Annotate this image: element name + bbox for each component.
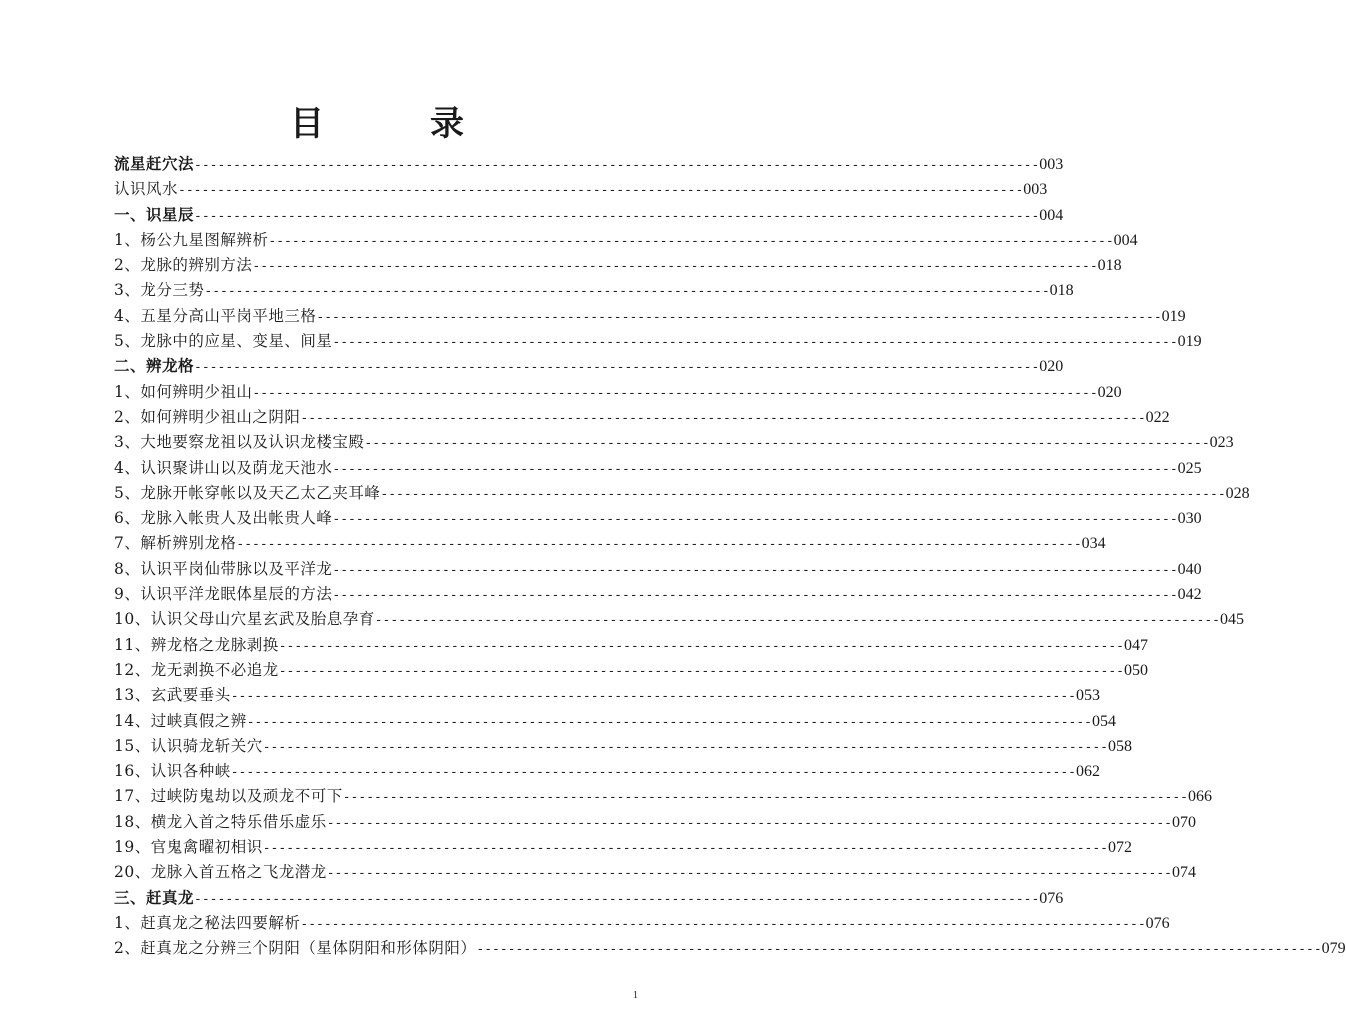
toc-entry-label: 10、认识父母山穴星玄武及胎息孕育 <box>114 610 375 629</box>
toc-entry-page: 074 <box>1172 864 1197 882</box>
toc-entry <box>114 936 1346 961</box>
toc-leader-dashes: ------------------------------------------------------------------------------------------------------------ <box>364 436 1210 452</box>
toc-entry-page: 066 <box>1188 788 1213 806</box>
toc-leader-dashes: ------------------------------------------------------------------------------------------------------------ <box>476 942 1322 958</box>
toc-entry-page: 022 <box>1145 408 1170 426</box>
toc-entry-page: 076 <box>1145 914 1170 932</box>
toc-leader-dashes: ------------------------------------------------------------------------------------------------------------ <box>252 259 1098 275</box>
toc-leader-dashes: ------------------------------------------------------------------------------------------------------------ <box>262 739 1109 755</box>
toc-entry <box>114 557 1202 582</box>
toc-section-heading <box>114 152 1064 177</box>
toc-entry <box>114 329 1202 354</box>
toc-entry <box>114 304 1186 329</box>
toc-entry <box>114 709 1117 734</box>
page-number: 1 <box>633 990 638 1001</box>
toc-entry <box>114 607 1245 632</box>
toc-entry-label: 12、龙无剥换不必追龙 <box>114 660 279 679</box>
toc-entry-page: 003 <box>1023 181 1048 199</box>
toc-leader-dashes: ------------------------------------------------------------------------------------------------------------ <box>332 588 1178 604</box>
toc-entry-label: 6、龙脉入帐贵人及出帐贵人峰 <box>114 509 333 528</box>
toc-entry <box>114 405 1170 430</box>
toc-leader-dashes: ------------------------------------------------------------------------------------------------------------ <box>268 233 1114 249</box>
toc-entry-label: 二、辨龙格 <box>114 357 195 376</box>
toc-leader-dashes: ------------------------------------------------------------------------------------------------------------ <box>278 638 1125 654</box>
toc-entry-label: 7、解析辨别龙格 <box>114 534 237 553</box>
toc-leader-dashes: ------------------------------------------------------------------------------------------------------------ <box>262 841 1109 857</box>
toc-entry-label: 1、杨公九星图解辨析 <box>114 230 269 249</box>
toc-entry-page: 019 <box>1177 333 1202 351</box>
toc-entry-page: 018 <box>1097 257 1122 275</box>
toc-entry <box>114 456 1202 481</box>
toc-entry-page: 045 <box>1220 611 1245 629</box>
toc-entry <box>114 481 1250 506</box>
toc-entry <box>114 253 1122 278</box>
toc-leader-dashes: ------------------------------------------------------------------------------------------------------------ <box>380 486 1226 502</box>
toc-entry-label: 19、官鬼禽曜初相识 <box>114 838 263 857</box>
toc-leader-dashes: ------------------------------------------------------------------------------------------------------------ <box>178 183 1024 199</box>
toc-entry-label: 15、认识骑龙斩关穴 <box>114 736 263 755</box>
toc-entry-label: 9、认识平洋龙眠体星辰的方法 <box>114 585 333 604</box>
toc-leader-dashes: ------------------------------------------------------------------------------------------------------------ <box>278 663 1125 679</box>
toc-leader-dashes: ------------------------------------------------------------------------------------------------------------ <box>316 309 1162 325</box>
toc-entry-page: 004 <box>1113 231 1138 249</box>
toc-leader-dashes: ------------------------------------------------------------------------------------------------------------ <box>300 410 1146 426</box>
toc-entry-label: 5、龙脉开帐穿帐以及天乙太乙夹耳峰 <box>114 483 381 502</box>
toc-leader-dashes: ------------------------------------------------------------------------------------------------------------ <box>342 790 1189 806</box>
toc-leader-dashes: ------------------------------------------------------------------------------------------------------------ <box>194 208 1040 224</box>
toc-entry-page: 034 <box>1081 535 1106 553</box>
toc-entry-label: 认识风水 <box>114 180 179 199</box>
toc-entry <box>114 278 1074 303</box>
toc-leader-dashes: ------------------------------------------------------------------------------------------------------------ <box>236 537 1082 553</box>
toc-entry-page: 053 <box>1076 687 1101 705</box>
toc-leader-dashes: ------------------------------------------------------------------------------------------------------------ <box>300 916 1146 932</box>
toc-leader-dashes: ------------------------------------------------------------------------------------------------------------ <box>374 613 1221 629</box>
toc-section-heading <box>114 354 1064 379</box>
toc-leader-dashes: ------------------------------------------------------------------------------------------------------------ <box>252 385 1098 401</box>
toc-leader-dashes: ------------------------------------------------------------------------------------------------------------ <box>332 461 1178 477</box>
toc-entry-label: 1、如何辨明少祖山 <box>114 382 253 401</box>
toc-leader-dashes: ------------------------------------------------------------------------------------------------------------ <box>204 284 1050 300</box>
toc-entry-label: 三、赶真龙 <box>114 888 195 907</box>
toc-entry-label: 3、大地要察龙祖以及认识龙楼宝殿 <box>114 433 365 452</box>
table-of-contents <box>114 152 1346 962</box>
page-title: 目 录 <box>290 104 500 144</box>
toc-entry-label: 8、认识平岗仙带脉以及平洋龙 <box>114 559 333 578</box>
toc-entry-label: 流星赶穴法 <box>114 155 195 173</box>
toc-entry-label: 20、龙脉入首五格之飞龙潜龙 <box>114 863 327 882</box>
toc-leader-dashes: ------------------------------------------------------------------------------------------------------------ <box>332 562 1178 578</box>
toc-entry-page: 019 <box>1161 307 1186 325</box>
toc-entry-label: 18、横龙入首之特乐借乐虚乐 <box>114 812 327 831</box>
toc-entry-page: 062 <box>1076 763 1101 781</box>
toc-entry-label: 2、如何辨明少祖山之阴阳 <box>114 407 301 426</box>
toc-entry <box>114 810 1197 835</box>
toc-entry <box>114 228 1138 253</box>
toc-entry <box>114 177 1048 202</box>
toc-leader-dashes: ------------------------------------------------------------------------------------------------------------ <box>326 866 1173 882</box>
toc-entry-page: 050 <box>1124 661 1149 679</box>
toc-entry <box>114 430 1234 455</box>
toc-entry <box>114 582 1202 607</box>
toc-entry-label: 11、辨龙格之龙脉剥换 <box>114 635 279 654</box>
toc-leader-dashes: ------------------------------------------------------------------------------------------------------------ <box>326 815 1173 831</box>
toc-leader-dashes: ------------------------------------------------------------------------------------------------------------ <box>332 512 1178 528</box>
toc-entry-label: 2、龙脉的辨别方法 <box>114 256 253 275</box>
toc-entry-page: 040 <box>1177 560 1202 578</box>
toc-entry <box>114 683 1101 708</box>
toc-entry-page: 020 <box>1039 358 1064 376</box>
toc-entry-page: 025 <box>1177 459 1202 477</box>
toc-entry <box>114 734 1133 759</box>
toc-entry-page: 020 <box>1097 383 1122 401</box>
toc-entry-page: 042 <box>1177 586 1202 604</box>
toc-entry <box>114 531 1106 556</box>
toc-entry-page: 076 <box>1039 889 1064 907</box>
toc-entry-page: 030 <box>1177 510 1202 528</box>
toc-entry-label: 14、过峡真假之辨 <box>114 711 247 730</box>
toc-leader-dashes: ------------------------------------------------------------------------------------------------------------ <box>230 689 1077 705</box>
toc-entry <box>114 380 1122 405</box>
toc-entry <box>114 759 1101 784</box>
toc-entry <box>114 658 1149 683</box>
toc-entry-page: 028 <box>1225 484 1250 502</box>
toc-leader-dashes: ------------------------------------------------------------------------------------------------------------ <box>246 714 1093 730</box>
toc-leader-dashes: ------------------------------------------------------------------------------------------------------------ <box>194 158 1040 173</box>
toc-entry-page: 072 <box>1108 839 1133 857</box>
toc-entry-label: 一、识星辰 <box>114 205 195 224</box>
toc-entry-label: 17、过峡防鬼劫以及顽龙不可下 <box>114 787 343 806</box>
toc-entry-label: 3、龙分三势 <box>114 281 205 300</box>
toc-entry-label: 2、赶真龙之分辨三个阴阳（星体阴阳和形体阴阳） <box>114 939 477 958</box>
toc-entry-label: 5、龙脉中的应星、变星、间星 <box>114 332 333 351</box>
toc-entry <box>114 835 1133 860</box>
toc-entry <box>114 633 1149 658</box>
toc-entry-page: 070 <box>1172 813 1197 831</box>
toc-entry-page: 018 <box>1049 282 1074 300</box>
toc-entry-label: 4、五星分高山平岗平地三格 <box>114 306 317 325</box>
toc-section-heading <box>114 886 1064 911</box>
toc-leader-dashes: ------------------------------------------------------------------------------------------------------------ <box>332 335 1178 351</box>
toc-entry-label: 16、认识各种峡 <box>114 762 231 781</box>
toc-entry <box>114 784 1213 809</box>
toc-entry <box>114 860 1197 885</box>
toc-entry-page: 058 <box>1108 737 1133 755</box>
toc-entry-page: 054 <box>1092 712 1117 730</box>
toc-entry-page: 003 <box>1039 156 1064 173</box>
toc-entry-page: 047 <box>1124 636 1149 654</box>
toc-entry-label: 13、玄武要垂头 <box>114 686 231 705</box>
toc-leader-dashes: ------------------------------------------------------------------------------------------------------------ <box>194 891 1040 907</box>
toc-entry-label: 4、认识聚讲山以及荫龙天池水 <box>114 458 333 477</box>
toc-entry <box>114 506 1202 531</box>
toc-entry <box>114 911 1170 936</box>
toc-entry-label: 1、赶真龙之秘法四要解析 <box>114 913 301 932</box>
toc-leader-dashes: ------------------------------------------------------------------------------------------------------------ <box>230 765 1077 781</box>
toc-entry-page: 023 <box>1209 434 1234 452</box>
toc-entry-page: 079 <box>1321 940 1346 958</box>
toc-entry-page: 004 <box>1039 206 1064 224</box>
toc-section-heading <box>114 203 1064 228</box>
toc-leader-dashes: ------------------------------------------------------------------------------------------------------------ <box>194 360 1040 376</box>
